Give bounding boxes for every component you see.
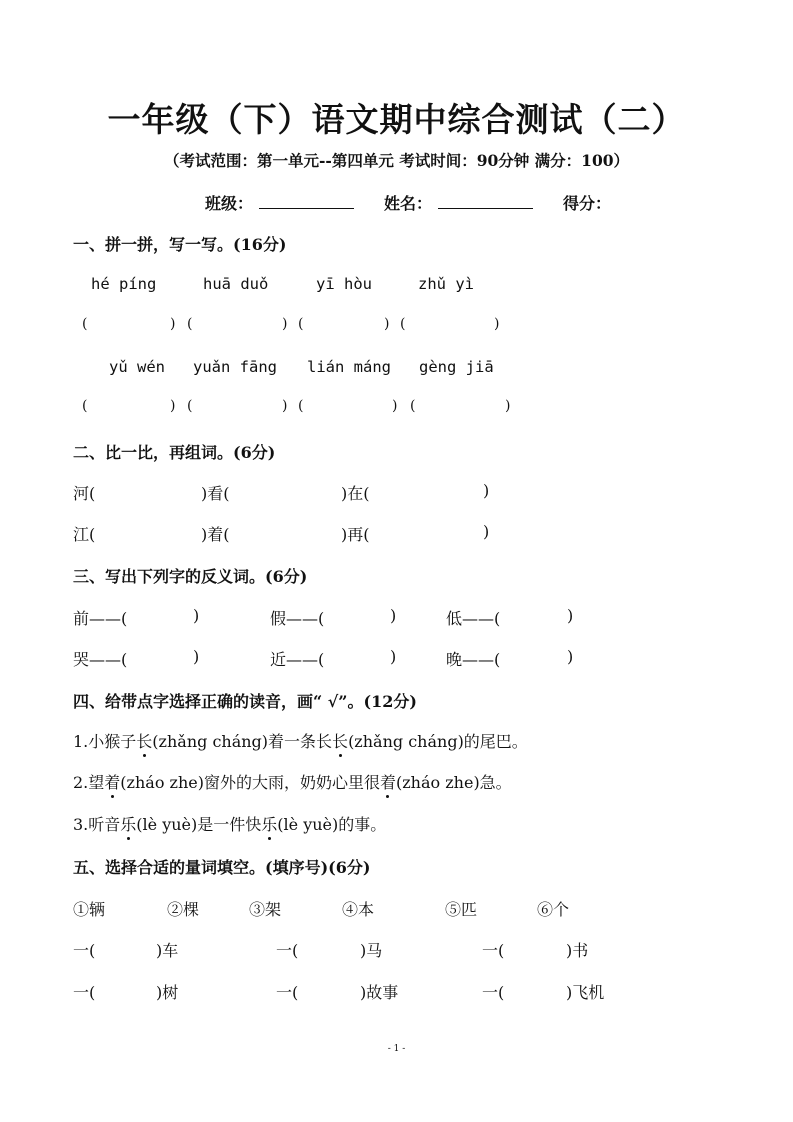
dotted-char: 乐 <box>261 812 277 835</box>
antonym-paren-close: ) <box>390 606 397 625</box>
dotted-char: 着 <box>104 770 120 793</box>
page-number: - 1 - <box>387 1044 406 1054</box>
measure-blank-open: 一( <box>276 983 299 1002</box>
measure-blank-open: 一( <box>73 941 96 960</box>
compare-word-kan: )看( <box>201 484 230 503</box>
measure-blank-open: 一( <box>276 941 299 960</box>
option-jia: ③架 <box>249 900 282 919</box>
answer-paren-close: ) <box>494 316 500 332</box>
compare-word-jiang: 江( <box>73 525 96 544</box>
pinyin-lian-mang: lián máng <box>307 358 391 376</box>
compare-word-zhe: )着( <box>201 525 230 544</box>
question-text: 1.小猴子 <box>73 732 137 751</box>
question-text: 2.望 <box>73 773 105 792</box>
answer-paren-open: ( <box>82 316 88 332</box>
dotted-char: 长 <box>136 729 152 752</box>
question-text: (zháo zhe)急。 <box>396 773 512 792</box>
page-title: 一年级（下）语文期中综合测试（二） <box>107 100 686 139</box>
option-ke: ②棵 <box>167 900 200 919</box>
measure-noun-story: )故事 <box>360 983 399 1002</box>
pinyin-hua-duo: huā duǒ <box>203 275 269 293</box>
question-text: (lè yuè)是一件快 <box>136 815 262 834</box>
antonym-qian: 前——( <box>73 609 128 628</box>
measure-noun-horse: )马 <box>360 941 383 960</box>
student-info-line <box>205 191 611 214</box>
name-label: 姓名： <box>384 194 433 213</box>
answer-paren-close: ) <box>282 398 288 414</box>
question-text: (lè yuè)的事。 <box>277 815 387 834</box>
reading-question-2 <box>73 770 512 793</box>
compare-word-zai: )在( <box>341 484 370 503</box>
answer-paren-open: ( <box>187 316 193 332</box>
answer-paren-open: ( <box>298 398 304 414</box>
antonym-paren-close: ) <box>193 647 200 666</box>
answer-paren-open: ( <box>410 398 416 414</box>
answer-paren-close: ) <box>505 398 511 414</box>
pinyin-yi-hou: yī hòu <box>316 275 372 293</box>
answer-paren-close: ) <box>282 316 288 332</box>
answer-paren-open: ( <box>82 398 88 414</box>
measure-noun-car: )车 <box>156 941 179 960</box>
answer-paren-open: ( <box>187 398 193 414</box>
antonym-paren-close: ) <box>193 606 200 625</box>
antonym-ku: 哭——( <box>73 650 128 669</box>
section-4-heading: 四、给带点字选择正确的读音，画“ √”。(12分) <box>73 692 417 711</box>
answer-paren-close: ) <box>384 316 390 332</box>
antonym-jia: 假——( <box>270 609 325 628</box>
dotted-char: 长 <box>332 729 348 752</box>
antonym-jin: 近——( <box>270 650 325 669</box>
compare-word-zai-again: )再( <box>341 525 370 544</box>
option-ben: ④本 <box>342 900 375 919</box>
measure-noun-plane: )飞机 <box>566 983 605 1002</box>
section-1-heading: 一、拼一拼，写一写。(16分) <box>73 235 287 254</box>
measure-noun-tree: )树 <box>156 983 179 1002</box>
section-2-heading: 二、比一比，再组词。(6分) <box>73 443 276 462</box>
question-text: (zhǎng cháng)着一条长 <box>152 732 333 751</box>
score-label: 得分： <box>563 194 612 213</box>
name-blank[interactable] <box>438 194 533 209</box>
answer-paren-close: ) <box>392 398 398 414</box>
measure-noun-book: )书 <box>566 941 589 960</box>
option-ge: ⑥个 <box>537 900 570 919</box>
class-blank[interactable] <box>259 194 354 209</box>
dotted-char: 着 <box>380 770 396 793</box>
antonym-paren-close: ) <box>567 606 574 625</box>
antonym-paren-close: ) <box>567 647 574 666</box>
measure-blank-open: 一( <box>482 983 505 1002</box>
answer-paren-close: ) <box>170 316 176 332</box>
measure-blank-open: 一( <box>73 983 96 1002</box>
compare-paren-close: ) <box>483 522 490 541</box>
reading-question-3 <box>73 812 386 835</box>
option-liang: ①辆 <box>73 900 106 919</box>
pinyin-zhu-yi: zhǔ yì <box>418 275 474 293</box>
dotted-char: 乐 <box>120 812 136 835</box>
option-pi: ⑤匹 <box>445 900 478 919</box>
reading-question-1 <box>73 729 528 752</box>
question-text: 3.听音 <box>73 815 121 834</box>
answer-paren-open: ( <box>298 316 304 332</box>
question-text: (zhǎng cháng)的尾巴。 <box>348 732 528 751</box>
answer-paren-close: ) <box>170 398 176 414</box>
pinyin-yuan-fang: yuǎn fāng <box>193 358 277 376</box>
antonym-di: 低——( <box>446 609 501 628</box>
section-5-heading: 五、选择合适的量词填空。(填序号)(6分) <box>73 858 371 877</box>
section-3-heading: 三、写出下列字的反义词。(6分) <box>73 567 308 586</box>
compare-paren-close: ) <box>483 481 490 500</box>
class-label: 班级： <box>205 194 254 213</box>
pinyin-geng-jia: gèng jiā <box>419 358 494 376</box>
antonym-wan: 晚——( <box>446 650 501 669</box>
question-text: (zháo zhe)窗外的大雨，奶奶心里很 <box>120 773 380 792</box>
pinyin-he-ping: hé píng <box>91 275 157 293</box>
pinyin-yu-wen: yǔ wén <box>109 358 165 376</box>
exam-subtitle: （考试范围：第一单元--第四单元 考试时间：90分钟 满分：100） <box>163 151 630 170</box>
answer-paren-open: ( <box>400 316 406 332</box>
measure-blank-open: 一( <box>482 941 505 960</box>
antonym-paren-close: ) <box>390 647 397 666</box>
compare-word-he: 河( <box>73 484 96 503</box>
